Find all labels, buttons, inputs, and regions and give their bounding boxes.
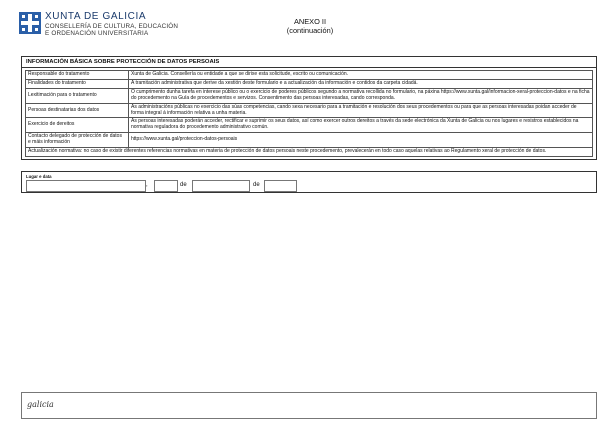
place-date-box	[21, 171, 597, 193]
row-label: Responsable do tratamento	[26, 71, 129, 80]
galicia-footer-logo: galicia	[27, 400, 54, 409]
brand-name: XUNTA DE GALICIA	[45, 11, 147, 22]
de-label-1: de	[180, 182, 187, 188]
row-value: O cumprimento dunha tarefa en interese público ou o exercicio de poderes públicos segundo a normativa recollida no formulario, na páxina https://www.xunta.gal/informacion-xeral-proteccion-datos e na ficha do procedemento na Guía de procedementos e servizos. Consentimento das persoas interesadas, cando corresponda.	[129, 88, 593, 103]
table-row	[26, 71, 593, 80]
row-value: As administracións públicas no exercicio das súas competencias, cando sexa necesario para a tramitación e resolución dos seus procedementos ou para que as persoas interesadas poidan acceder de forma integral á información relativa a unha materia.	[129, 103, 593, 118]
table-row	[26, 88, 593, 103]
row-label: Persoas destinatarias dos datos	[26, 103, 129, 118]
row-value: As persoas interesadas poderán acceder, rectificar e suprimir os seus datos, así como exercer outros dereitos a través da sede electrónica da Xunta de Galicia ou nos lugares e rexistros establecidos na normativa reguladora do procedemento administrativo común.	[129, 118, 593, 133]
row-value: Xunta de Galicia. Consellería ou entidade a que se dirixe esta solicitude, escrito ou comunicación.	[129, 71, 593, 80]
comma-separator: ,	[146, 182, 148, 188]
brand-subtitle-1: CONSELLERÍA DE CULTURA, EDUCACIÓN	[45, 23, 179, 30]
table-row	[26, 118, 593, 133]
table-row	[26, 103, 593, 118]
data-protection-title: INFORMACIÓN BÁSICA SOBRE PROTECCIÓN DE DATOS PERSOAIS	[22, 57, 596, 68]
row-label: Finalidades do tratamento	[26, 79, 129, 88]
footer-box	[21, 392, 597, 419]
annex-subtitle: (continuación)	[286, 26, 334, 35]
row-label: Contacto delegado de protección de datos e máis información	[26, 133, 129, 148]
row-value: A tramitación administrativa que derive da xestión deste formulario e a actualización da información e contidos da carpeta cidadá.	[129, 79, 593, 88]
row-value-link[interactable]: https://www.xunta.gal/proteccion-datos-persoais	[129, 133, 593, 148]
data-protection-table	[25, 70, 593, 157]
annex-title: ANEXO II	[293, 17, 327, 26]
data-protection-box	[21, 56, 597, 160]
annex-heading	[270, 17, 350, 35]
day-input[interactable]	[154, 180, 178, 192]
table-row	[26, 148, 593, 157]
row-label: Exercicio de dereitos	[26, 118, 129, 133]
place-date-label: Lugar e data	[26, 174, 52, 179]
row-label: Lexitimación para o tratamento	[26, 88, 129, 103]
de-label-2: de	[253, 182, 260, 188]
month-input[interactable]	[192, 180, 250, 192]
xunta-logo-icon	[19, 12, 41, 34]
year-input[interactable]	[264, 180, 297, 192]
brand-block	[45, 12, 178, 38]
place-input[interactable]	[26, 180, 146, 192]
update-note: Actualización normativa: no caso de existir diferentes referencias normativas en materia de protección de datos persoais neste procedemento, prevalecerán en todo caso aquelas relativas ao Regulamento xeral de protección de datos.	[26, 148, 593, 157]
table-row	[26, 133, 593, 148]
brand-subtitle-2: E ORDENACIÓN UNIVERSITARIA	[45, 30, 149, 37]
table-row	[26, 79, 593, 88]
